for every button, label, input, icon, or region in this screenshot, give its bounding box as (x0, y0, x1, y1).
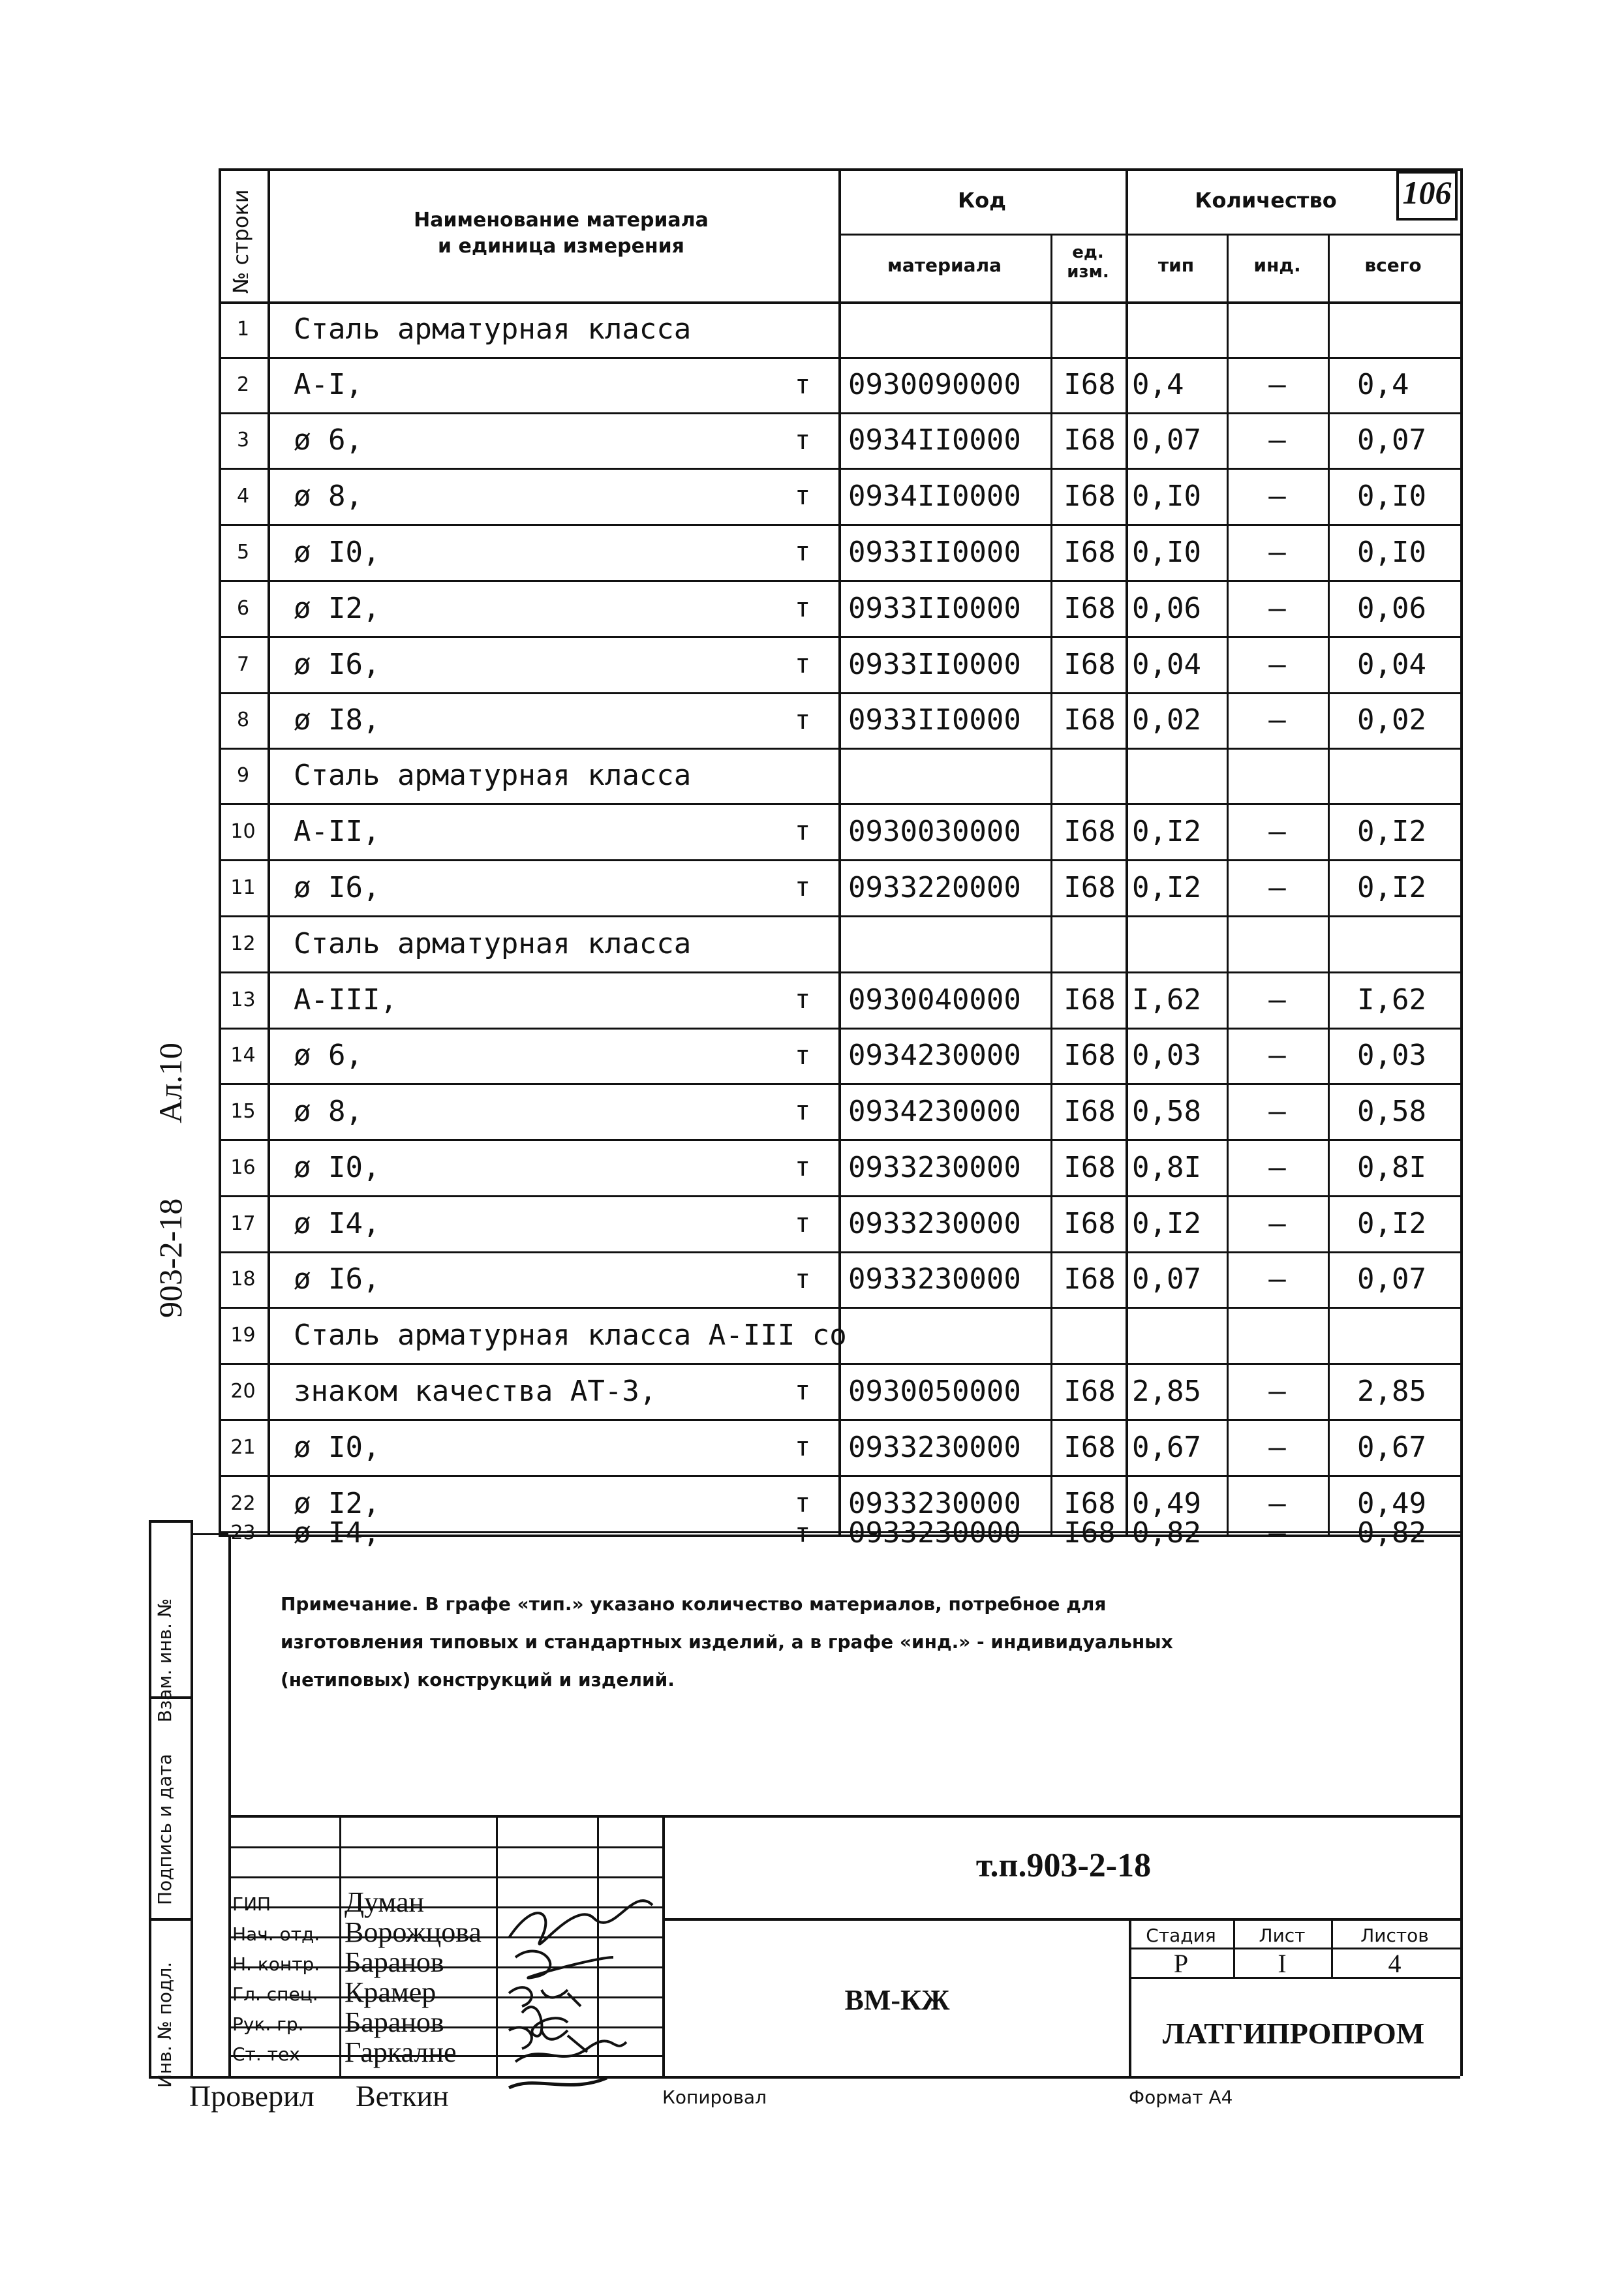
material-name: ø 8, (294, 1094, 363, 1128)
stamp-person-name: Баранов (345, 2006, 444, 2038)
qty-total (1357, 748, 1458, 803)
qty-ind (1227, 748, 1328, 803)
format-label: Формат А4 (1129, 2086, 1233, 2108)
header-unit: ед. изм. (1067, 243, 1109, 282)
stamp-stage-label: Стадия (1146, 1925, 1216, 1946)
material-name: ø I4, (294, 1206, 380, 1240)
qty-total: I,62 (1357, 983, 1426, 1016)
unit-code: I68 (1064, 647, 1116, 681)
qty-type: 2,85 (1132, 1374, 1201, 1408)
material-code: 0933II0000 (848, 647, 1021, 681)
unit-mark: т (794, 1152, 811, 1182)
stamp-person-name: Думан (345, 1886, 425, 1918)
qty-total: 0,I0 (1357, 535, 1426, 569)
unit-mark (780, 915, 825, 971)
row-number: 1 (236, 318, 250, 341)
qty-ind: – (1268, 1262, 1286, 1296)
row-number: 8 (236, 709, 250, 731)
unit-mark: т (794, 1488, 811, 1518)
note (281, 1585, 1403, 1699)
header-type: тип (1157, 254, 1195, 276)
unit-mark: т (794, 1376, 811, 1406)
qty-ind: – (1268, 1150, 1286, 1184)
frame-rule (149, 1918, 191, 1921)
qty-total (1357, 915, 1458, 971)
side-code: 903-2-18 (152, 1198, 189, 1318)
qty-type (1132, 915, 1227, 971)
unit-code: I68 (1064, 983, 1116, 1016)
header-quantity: Количество (1195, 188, 1337, 213)
qty-total: 0,58 (1357, 1094, 1426, 1128)
table-rule (1460, 168, 1463, 1535)
unit-code: I68 (1064, 423, 1116, 457)
frame-rule (228, 1815, 1460, 1818)
qty-type: 0,04 (1132, 647, 1201, 681)
qty-total: 0,49 (1357, 1486, 1426, 1520)
stamp-role: Гл. спец. (232, 1983, 318, 2005)
qty-type: 0,I2 (1132, 1206, 1201, 1240)
qty-total: 0,07 (1357, 423, 1426, 457)
unit-code: I68 (1064, 1206, 1116, 1240)
unit-code (1054, 915, 1126, 971)
unit-mark: т (794, 369, 811, 400)
material-name: ø 8, (294, 479, 363, 513)
row-number: 12 (230, 932, 256, 955)
stamp-stage: Р (1173, 1949, 1189, 1978)
row-number: 20 (230, 1379, 256, 1403)
qty-ind (1227, 915, 1328, 971)
frame-rule (191, 1520, 193, 2076)
row-number: 18 (230, 1268, 256, 1291)
note-line-1: Примечание. В графе «тип.» указано количество материалов, потребное для (281, 1593, 1107, 1615)
row-number: 15 (230, 1099, 256, 1123)
qty-total: 0,I2 (1357, 1206, 1426, 1240)
header-material: материала (887, 254, 1002, 276)
qty-total: 0,04 (1357, 647, 1426, 681)
material-code: 0933II0000 (848, 703, 1021, 737)
material-code: 0934230000 (848, 1039, 1021, 1072)
unit-mark: т (794, 1432, 811, 1462)
unit-mark: т (794, 481, 811, 511)
page-number: 106 (1402, 174, 1452, 211)
material-code: 0930090000 (848, 368, 1021, 401)
qty-ind: – (1268, 368, 1286, 401)
stamp-doc-code: т.п.903-2-18 (975, 1847, 1152, 1884)
row-number: 9 (236, 764, 250, 787)
material-name: ø I0, (294, 535, 380, 569)
stamp-sheets: 4 (1388, 1949, 1402, 1978)
qty-ind: – (1268, 814, 1286, 848)
qty-ind (1227, 301, 1328, 357)
row-number: 14 (230, 1044, 256, 1067)
qty-ind: – (1268, 1206, 1286, 1240)
unit-code: I68 (1064, 1262, 1116, 1296)
qty-ind: – (1268, 647, 1286, 681)
unit-mark: т (794, 537, 811, 567)
qty-type: 0,07 (1132, 1262, 1201, 1296)
material-name: А-II, (294, 814, 380, 848)
unit-mark: т (794, 593, 811, 623)
unit-code: I68 (1064, 591, 1116, 625)
checked-name: Веткин (356, 2079, 449, 2113)
material-name: ø I6, (294, 1262, 380, 1296)
qty-type: 0,67 (1132, 1430, 1201, 1464)
unit-code: I68 (1064, 1374, 1116, 1408)
material-name: ø 6, (294, 423, 363, 457)
qty-total: 0,I0 (1357, 479, 1426, 513)
qty-type: I,62 (1132, 983, 1201, 1016)
qty-ind: – (1268, 479, 1286, 513)
frame-rule (149, 1520, 151, 2076)
material-name: ø 6, (294, 1039, 363, 1072)
qty-type: 0,58 (1132, 1094, 1201, 1128)
qty-type: 0,82 (1132, 1516, 1201, 1550)
qty-total: 0,4 (1357, 368, 1409, 401)
qty-type: 0,I0 (1132, 479, 1201, 513)
unit-code: I68 (1064, 703, 1116, 737)
qty-ind (1227, 1307, 1328, 1363)
stamp-mark: ВМ-КЖ (844, 1984, 950, 2016)
material-code: 0934II0000 (848, 423, 1021, 457)
row-number: 21 (230, 1435, 256, 1459)
frame-rule (228, 1535, 231, 2076)
material-name: ø I0, (294, 1430, 380, 1464)
copied-label: Копировал (662, 2086, 767, 2108)
material-code: 0933II0000 (848, 535, 1021, 569)
signatures (496, 1859, 679, 2094)
qty-type (1132, 301, 1227, 357)
material-code (848, 915, 1050, 971)
qty-type: 0,I2 (1132, 870, 1201, 904)
qty-total: 2,85 (1357, 1374, 1426, 1408)
material-name: ø I2, (294, 1486, 380, 1520)
qty-ind: – (1268, 1430, 1286, 1464)
qty-total: 0,I2 (1357, 814, 1426, 848)
stamp-role: Ст. тех (232, 2043, 300, 2065)
qty-ind: – (1268, 1486, 1286, 1520)
qty-ind: – (1268, 870, 1286, 904)
material-name: знаком качества АТ-3, (294, 1374, 657, 1408)
row-number: 17 (230, 1212, 256, 1235)
header-total: всего (1364, 254, 1422, 276)
unit-mark: т (794, 705, 811, 735)
material-name: ø I6, (294, 647, 380, 681)
unit-mark: т (794, 425, 811, 455)
qty-type: 0,8I (1132, 1150, 1201, 1184)
unit-code: I68 (1064, 1150, 1116, 1184)
qty-total: 0,02 (1357, 703, 1426, 737)
unit-mark: т (794, 1096, 811, 1126)
qty-type (1132, 1307, 1227, 1363)
table-rule (1050, 234, 1052, 1535)
unit-code: I68 (1064, 870, 1116, 904)
stamp-person-name: Баранов (345, 1946, 444, 1978)
material-name: А-III, (294, 983, 397, 1016)
qty-type: 0,4 (1132, 368, 1184, 401)
row-number: 6 (236, 596, 250, 620)
side-sheet: Ал.10 (152, 1043, 189, 1123)
material-code: 0933230000 (848, 1206, 1021, 1240)
stamp-role: Нач. отд. (232, 1923, 320, 1945)
qty-total: 0,03 (1357, 1039, 1426, 1072)
unit-code: I68 (1064, 535, 1116, 569)
frame-rule (149, 1520, 191, 1523)
stamp-sheet-label: Лист (1259, 1925, 1306, 1946)
qty-type (1132, 748, 1227, 803)
row-number: 11 (230, 876, 256, 899)
header-code: Код (958, 188, 1006, 213)
row-number: 4 (236, 484, 250, 508)
unit-mark: т (794, 1040, 811, 1071)
qty-type: 0,49 (1132, 1486, 1201, 1520)
stamp-organization: ЛАТГИПРОПРОМ (1162, 2017, 1425, 2050)
stamp-person-name: Крамер (345, 1976, 437, 2008)
row-number: 19 (230, 1323, 256, 1347)
table-rule (1126, 168, 1128, 1535)
stamp-role: Рук. гр. (232, 2013, 304, 2035)
material-name: Сталь арматурная класса (294, 313, 692, 346)
qty-total: 0,07 (1357, 1262, 1426, 1296)
qty-ind: – (1268, 1039, 1286, 1072)
material-code: 0933230000 (848, 1262, 1021, 1296)
unit-code: I68 (1064, 479, 1116, 513)
material-code (848, 748, 1050, 803)
qty-total (1357, 1307, 1458, 1363)
qty-ind: – (1268, 423, 1286, 457)
material-code (848, 301, 1050, 357)
row-number: 16 (230, 1155, 256, 1179)
unit-code (1054, 1307, 1126, 1363)
material-code: 0933220000 (848, 870, 1021, 904)
unit-code: I68 (1064, 1516, 1116, 1550)
row-number: 13 (230, 988, 256, 1011)
qty-total: 0,67 (1357, 1430, 1426, 1464)
frame-rule (339, 1815, 341, 2076)
stamp-person-name: Ворожцова (345, 1916, 482, 1948)
unit-mark (780, 301, 825, 357)
note-line-2: изготовления типовых и стандартных изделий, а в графе «инд.» - индивидуальных (281, 1631, 1173, 1653)
qty-total: 0,I2 (1357, 870, 1426, 904)
header-row-number: № строки (228, 189, 253, 294)
row-number: 5 (236, 540, 250, 564)
unit-mark (780, 748, 825, 803)
material-name: А-I, (294, 368, 363, 401)
row-number: 22 (230, 1491, 256, 1515)
table-rule (1328, 234, 1330, 1535)
margin-inv: Инв. № подл. (154, 1961, 176, 2088)
frame-rule (149, 2076, 1460, 2079)
material-name: Сталь арматурная класса (294, 926, 692, 960)
qty-total: 0,06 (1357, 591, 1426, 625)
qty-type: 0,02 (1132, 703, 1201, 737)
material-code: 0933230000 (848, 1486, 1021, 1520)
material-code: 0934II0000 (848, 479, 1021, 513)
qty-ind: – (1268, 703, 1286, 737)
material-name: Сталь арматурная класса (294, 759, 692, 792)
material-name: ø I6, (294, 870, 380, 904)
material-code: 0930030000 (848, 814, 1021, 848)
qty-ind: – (1268, 1094, 1286, 1128)
stamp-sheets-label: Листов (1360, 1925, 1429, 1946)
material-code: 0934230000 (848, 1094, 1021, 1128)
side-document-code (151, 1043, 189, 1318)
material-code: 0933230000 (848, 1150, 1021, 1184)
qty-ind: – (1268, 983, 1286, 1016)
qty-ind: – (1268, 535, 1286, 569)
qty-type: 0,07 (1132, 423, 1201, 457)
stamp-role: Н. контр. (232, 1953, 320, 1975)
unit-code (1054, 301, 1126, 357)
frame-rule (662, 1918, 1460, 1921)
table-rule (838, 234, 1460, 236)
unit-mark (780, 1307, 825, 1363)
row-number: 2 (236, 373, 250, 396)
unit-code: I68 (1064, 368, 1116, 401)
qty-type: 0,06 (1132, 591, 1201, 625)
qty-ind: – (1268, 591, 1286, 625)
checked-label: Проверил (189, 2079, 314, 2113)
material-name: ø I4, (294, 1516, 380, 1550)
header-ind: инд. (1253, 254, 1301, 276)
header-name: Наименование материала и единица измерения (414, 209, 709, 258)
unit-code: I68 (1064, 1039, 1116, 1072)
stamp-role: ГИП (232, 1893, 271, 1915)
row-number: 10 (230, 819, 256, 843)
material-code (848, 1307, 1050, 1363)
unit-mark: т (794, 649, 811, 679)
unit-mark: т (794, 985, 811, 1015)
unit-code: I68 (1064, 1430, 1116, 1464)
material-name: ø I0, (294, 1150, 380, 1184)
unit-mark: т (794, 1264, 811, 1294)
qty-total: 0,8I (1357, 1150, 1426, 1184)
stamp-person-name: Гаркалне (345, 2036, 457, 2068)
qty-type: 0,I2 (1132, 814, 1201, 848)
row-number: 7 (236, 652, 250, 676)
material-code: 0933II0000 (848, 591, 1021, 625)
row-number: 3 (236, 429, 250, 451)
material-code: 0933230000 (848, 1430, 1021, 1464)
unit-mark: т (794, 872, 811, 902)
row-number: 23 (230, 1521, 256, 1544)
table-rule (268, 168, 270, 1535)
material-name: ø I8, (294, 703, 380, 737)
unit-mark: т (794, 816, 811, 846)
unit-mark: т (794, 1518, 811, 1548)
frame-rule (1460, 1535, 1463, 2076)
qty-total (1357, 301, 1458, 357)
material-code: 0930050000 (848, 1374, 1021, 1408)
material-code: 0933230000 (848, 1516, 1021, 1550)
stamp-sheet: I (1278, 1949, 1287, 1978)
unit-code (1054, 748, 1126, 803)
unit-code: I68 (1064, 1094, 1116, 1128)
unit-code: I68 (1064, 1486, 1116, 1520)
unit-mark: т (794, 1208, 811, 1238)
qty-type: 0,I0 (1132, 535, 1201, 569)
qty-total: 0,82 (1357, 1516, 1426, 1550)
material-code: 0930040000 (848, 983, 1021, 1016)
material-name: ø I2, (294, 591, 380, 625)
qty-ind: – (1268, 1374, 1286, 1408)
unit-code: I68 (1064, 814, 1116, 848)
qty-ind: – (1268, 1516, 1286, 1550)
qty-type: 0,03 (1132, 1039, 1201, 1072)
margin-podpis: Подпись и дата (154, 1754, 176, 1905)
note-line-3: (нетиповых) конструкций и изделий. (281, 1669, 675, 1690)
material-name: Сталь арматурная класса А-III со (294, 1318, 847, 1352)
margin-vzam: Взам. инв. № (154, 1598, 176, 1722)
